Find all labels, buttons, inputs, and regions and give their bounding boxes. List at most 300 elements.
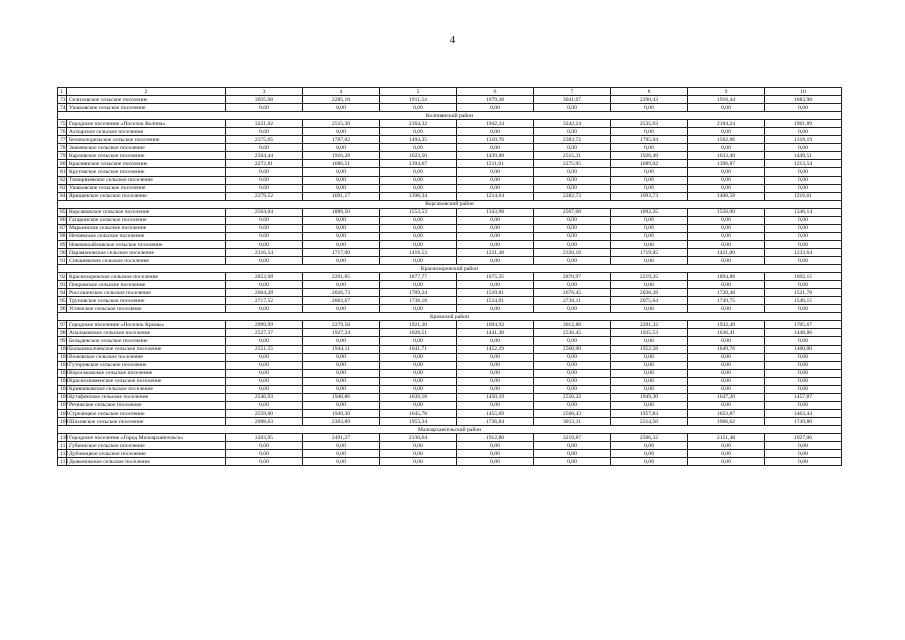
- value-cell: 0,00: [765, 305, 842, 313]
- value-cell: 1450,19: [457, 393, 534, 401]
- value-cell: 2075,64: [611, 297, 688, 305]
- value-cell: 0,00: [765, 281, 842, 289]
- table-row: [58, 305, 842, 313]
- value-cell: 0,00: [457, 224, 534, 232]
- value-cell: 2717,52: [226, 297, 303, 305]
- value-cell: 1213,54: [765, 160, 842, 168]
- value-cell: 0,00: [457, 216, 534, 224]
- value-cell: 0,00: [303, 240, 380, 248]
- settlement-name: Новомихайловское сельское поселение: [67, 240, 226, 248]
- value-cell: 1216,61: [765, 192, 842, 200]
- value-cell: 0,00: [688, 256, 765, 264]
- value-cell: 1318,19: [765, 136, 842, 144]
- value-cell: 0,00: [534, 240, 611, 248]
- district-row: [58, 425, 842, 433]
- value-cell: 0,00: [611, 337, 688, 345]
- settlement-name: Шаховское сельское поселение: [67, 417, 226, 425]
- value-cell: 1675,35: [457, 273, 534, 281]
- value-cell: 1448,86: [765, 329, 842, 337]
- value-cell: 0,00: [303, 458, 380, 466]
- settlement-name: Стрелецкое сельское поселение: [67, 409, 226, 417]
- header-cell: 7: [534, 88, 611, 96]
- settlement-name: Краснозоренское сельское поселение: [67, 273, 226, 281]
- value-cell: 2026,73: [303, 289, 380, 297]
- value-cell: 0,00: [534, 128, 611, 136]
- row-number: 104: [58, 377, 67, 385]
- value-cell: 0,00: [303, 369, 380, 377]
- value-cell: 0,00: [380, 458, 457, 466]
- settlement-name: Спешневское сельское поселение: [67, 256, 226, 264]
- value-cell: 0,00: [457, 377, 534, 385]
- value-cell: 1720,48: [688, 289, 765, 297]
- value-cell: 0,00: [380, 369, 457, 377]
- row-number: 105: [58, 385, 67, 393]
- table-row: [58, 434, 842, 442]
- value-cell: 2560,90: [534, 345, 611, 353]
- district-row: [58, 265, 842, 273]
- value-cell: 1709,24: [380, 289, 457, 297]
- value-cell: 3242,24: [534, 120, 611, 128]
- value-cell: 1553,53: [380, 208, 457, 216]
- value-cell: 0,00: [380, 256, 457, 264]
- table-row: [58, 450, 842, 458]
- row-number: 91: [58, 256, 67, 264]
- value-cell: 0,00: [611, 361, 688, 369]
- value-cell: 0,00: [303, 176, 380, 184]
- district-row: [58, 313, 842, 321]
- row-number: 89: [58, 240, 67, 248]
- value-cell: 0,00: [688, 232, 765, 240]
- row-number: 112: [58, 450, 67, 458]
- header-row: [58, 88, 842, 96]
- value-cell: 0,00: [457, 184, 534, 192]
- table-row: [58, 192, 842, 200]
- district-label: Краснозоренский район: [58, 265, 842, 273]
- district-label: Колпнянский район: [58, 112, 842, 120]
- value-cell: 0,00: [303, 305, 380, 313]
- value-cell: 0,00: [303, 337, 380, 345]
- settlement-name: Бельдяжское сельское поселение: [67, 337, 226, 345]
- value-cell: 0,00: [457, 450, 534, 458]
- value-cell: 1912,80: [457, 434, 534, 442]
- settlement-name: Дубовицкое сельское поселение: [67, 450, 226, 458]
- value-cell: 0,00: [765, 176, 842, 184]
- table-row: [58, 289, 842, 297]
- value-cell: 0,00: [380, 168, 457, 176]
- value-cell: 0,00: [380, 401, 457, 409]
- value-cell: 0,00: [303, 104, 380, 112]
- value-cell: 0,00: [534, 385, 611, 393]
- value-cell: 1749,80: [765, 417, 842, 425]
- row-number: 88: [58, 232, 67, 240]
- value-cell: 0,00: [611, 216, 688, 224]
- value-cell: 0,00: [380, 361, 457, 369]
- value-cell: 0,00: [688, 377, 765, 385]
- row-number: 101: [58, 353, 67, 361]
- value-cell: 0,00: [611, 401, 688, 409]
- table-row: [58, 120, 842, 128]
- value-cell: 1494,35: [380, 136, 457, 144]
- value-cell: 1717,00: [303, 248, 380, 256]
- value-cell: 2567,68: [534, 208, 611, 216]
- settlement-name: Покровское сельское поселение: [67, 281, 226, 289]
- value-cell: 0,00: [611, 377, 688, 385]
- value-cell: 0,00: [611, 224, 688, 232]
- value-cell: 0,00: [457, 281, 534, 289]
- value-cell: 1926,49: [611, 152, 688, 160]
- value-cell: 0,00: [380, 224, 457, 232]
- value-cell: 3041,07: [534, 96, 611, 104]
- settlement-name: Гагаринское сельское поселение: [67, 216, 226, 224]
- page-number: 4: [449, 34, 456, 46]
- value-cell: 0,00: [688, 305, 765, 313]
- value-cell: 1546,15: [765, 297, 842, 305]
- row-number: 85: [58, 208, 67, 216]
- value-cell: 0,00: [303, 144, 380, 152]
- value-cell: 0,00: [765, 144, 842, 152]
- value-cell: 1795,04: [611, 136, 688, 144]
- value-cell: 0,00: [303, 442, 380, 450]
- table-row: [58, 361, 842, 369]
- value-cell: 0,00: [226, 337, 303, 345]
- value-cell: 0,00: [765, 450, 842, 458]
- row-number: 87: [58, 224, 67, 232]
- value-cell: 0,00: [534, 256, 611, 264]
- value-cell: 0,00: [765, 361, 842, 369]
- value-cell: 0,00: [765, 216, 842, 224]
- row-number: 81: [58, 168, 67, 176]
- value-cell: 1927,24: [303, 329, 380, 337]
- value-cell: 1877,77: [380, 273, 457, 281]
- value-cell: 1927,06: [765, 434, 842, 442]
- value-cell: 0,00: [534, 305, 611, 313]
- table-row: [58, 152, 842, 160]
- value-cell: 1645,78: [380, 409, 457, 417]
- value-cell: 0,00: [534, 176, 611, 184]
- value-cell: 0,00: [226, 353, 303, 361]
- value-cell: 1649,76: [688, 345, 765, 353]
- settlement-name: Городское поселение «Город Малоархангельск»: [67, 434, 226, 442]
- data-table: [57, 87, 842, 466]
- value-cell: 3221,02: [226, 120, 303, 128]
- settlement-name: Городское поселение «Поселок Колпна»: [67, 120, 226, 128]
- district-label: Малоархангельский район: [58, 425, 842, 433]
- settlement-name: Ахтырское сельское поселение: [67, 128, 226, 136]
- value-cell: 1966,62: [688, 417, 765, 425]
- settlement-name: Нечаевское сельское поселение: [67, 232, 226, 240]
- value-cell: 1916,44: [688, 96, 765, 104]
- value-cell: 1439,88: [457, 152, 534, 160]
- value-cell: 0,00: [611, 458, 688, 466]
- value-cell: 1686,51: [303, 160, 380, 168]
- value-cell: 0,00: [765, 369, 842, 377]
- row-number: 99: [58, 337, 67, 345]
- value-cell: 0,00: [765, 232, 842, 240]
- table-row: [58, 160, 842, 168]
- settlement-name: Короськовское сельское поселение: [67, 369, 226, 377]
- table-row: [58, 321, 842, 329]
- value-cell: 2383,72: [534, 136, 611, 144]
- value-cell: 2506,32: [611, 434, 688, 442]
- value-cell: 0,00: [380, 337, 457, 345]
- value-cell: 0,00: [303, 232, 380, 240]
- value-cell: 1942,34: [457, 120, 534, 128]
- value-cell: 1455,69: [457, 409, 534, 417]
- value-cell: 2219,35: [611, 273, 688, 281]
- value-cell: 0,00: [226, 224, 303, 232]
- value-cell: 2272,81: [226, 160, 303, 168]
- value-cell: 3012,88: [534, 321, 611, 329]
- row-number: 78: [58, 144, 67, 152]
- table-row: [58, 458, 842, 466]
- value-cell: 1892,35: [611, 208, 688, 216]
- row-number: 86: [58, 216, 67, 224]
- value-cell: 1628,51: [380, 329, 457, 337]
- value-cell: 0,00: [688, 168, 765, 176]
- row-number: 106: [58, 393, 67, 401]
- row-number: 107: [58, 401, 67, 409]
- table-row: [58, 208, 842, 216]
- value-cell: 2279,58: [303, 321, 380, 329]
- value-cell: 2303,89: [303, 417, 380, 425]
- value-cell: 0,00: [688, 450, 765, 458]
- table-row: [58, 168, 842, 176]
- value-cell: 1421,00: [688, 248, 765, 256]
- value-cell: 0,00: [611, 128, 688, 136]
- value-cell: 1894,88: [688, 273, 765, 281]
- value-cell: 0,00: [534, 184, 611, 192]
- settlement-name: Губкинское сельское поселение: [67, 442, 226, 450]
- value-cell: 0,00: [534, 353, 611, 361]
- header-cell: 5: [380, 88, 457, 96]
- row-number: 100: [58, 345, 67, 353]
- row-number: 84: [58, 192, 67, 200]
- value-cell: 2038,28: [611, 289, 688, 297]
- settlement-name: Труновское сельское поселение: [67, 297, 226, 305]
- value-cell: 1521,78: [765, 289, 842, 297]
- value-cell: 0,00: [457, 168, 534, 176]
- row-number: 79: [58, 152, 67, 160]
- value-cell: 1214,64: [457, 192, 534, 200]
- value-cell: 2279,52: [226, 192, 303, 200]
- value-cell: 1449,51: [765, 152, 842, 160]
- value-cell: 2291,32: [611, 321, 688, 329]
- settlement-name: Кривчиковское сельское поселение: [67, 385, 226, 393]
- row-number: 103: [58, 369, 67, 377]
- value-cell: 1691,17: [303, 192, 380, 200]
- value-cell: 1400,58: [688, 192, 765, 200]
- value-cell: 0,00: [380, 450, 457, 458]
- value-cell: 0,00: [380, 377, 457, 385]
- header-cell: 8: [611, 88, 688, 96]
- row-number: 77: [58, 136, 67, 144]
- table-row: [58, 353, 842, 361]
- value-cell: 0,00: [457, 176, 534, 184]
- value-cell: 0,00: [226, 377, 303, 385]
- header-cell: 6: [457, 88, 534, 96]
- value-cell: 0,00: [688, 240, 765, 248]
- row-number: 83: [58, 184, 67, 192]
- table-row: [58, 128, 842, 136]
- row-number: 80: [58, 160, 67, 168]
- value-cell: 0,00: [534, 104, 611, 112]
- value-cell: 0,00: [226, 401, 303, 409]
- value-cell: 1921,30: [380, 321, 457, 329]
- header-cell: 2: [67, 88, 226, 96]
- value-cell: 0,00: [457, 256, 534, 264]
- value-cell: 0,00: [226, 144, 303, 152]
- value-cell: 0,00: [611, 176, 688, 184]
- value-cell: 2515,30: [303, 120, 380, 128]
- value-cell: 0,00: [765, 256, 842, 264]
- value-cell: 0,00: [611, 281, 688, 289]
- table-row: [58, 144, 842, 152]
- value-cell: 0,00: [380, 144, 457, 152]
- value-cell: 1957,83: [611, 409, 688, 417]
- value-cell: 0,00: [765, 458, 842, 466]
- value-cell: 0,00: [611, 144, 688, 152]
- settlement-name: Краснознаменское сельское поселение: [67, 377, 226, 385]
- value-cell: 0,00: [688, 385, 765, 393]
- value-cell: 0,00: [534, 281, 611, 289]
- table-row: [58, 256, 842, 264]
- value-cell: 0,00: [226, 450, 303, 458]
- table-row: [58, 96, 842, 104]
- value-cell: 0,00: [226, 184, 303, 192]
- value-cell: 1556,00: [688, 208, 765, 216]
- table-row: [58, 409, 842, 417]
- value-cell: 0,00: [303, 401, 380, 409]
- value-cell: 0,00: [611, 168, 688, 176]
- value-cell: 0,00: [688, 361, 765, 369]
- value-cell: 0,00: [380, 240, 457, 248]
- value-cell: 0,00: [226, 385, 303, 393]
- settlement-name: Успенское сельское поселение: [67, 305, 226, 313]
- table-row: [58, 104, 842, 112]
- value-cell: 1944,11: [303, 345, 380, 353]
- value-cell: 0,00: [226, 458, 303, 466]
- table-row: [58, 297, 842, 305]
- table-body: [58, 88, 842, 466]
- value-cell: 1452,29: [457, 345, 534, 353]
- value-cell: 2285,18: [303, 96, 380, 104]
- value-cell: 0,00: [765, 224, 842, 232]
- value-cell: 2564,04: [226, 208, 303, 216]
- value-cell: 2664,28: [226, 289, 303, 297]
- value-cell: 1694,93: [457, 321, 534, 329]
- value-cell: 1641,71: [380, 345, 457, 353]
- table-row: [58, 176, 842, 184]
- value-cell: 0,00: [534, 377, 611, 385]
- value-cell: 1231,48: [457, 248, 534, 256]
- value-cell: 1705,67: [765, 321, 842, 329]
- value-cell: 0,00: [226, 128, 303, 136]
- value-cell: 1211,61: [457, 160, 534, 168]
- value-cell: 0,00: [765, 128, 842, 136]
- value-cell: 1633,40: [688, 152, 765, 160]
- settlement-name: Марьинское сельское поселение: [67, 224, 226, 232]
- table-row: [58, 385, 842, 393]
- table-row: [58, 273, 842, 281]
- value-cell: 0,00: [611, 256, 688, 264]
- value-cell: 2535,63: [611, 120, 688, 128]
- value-cell: 0,00: [688, 337, 765, 345]
- value-cell: 2551,55: [226, 345, 303, 353]
- row-number: 102: [58, 361, 67, 369]
- row-number: 95: [58, 297, 67, 305]
- value-cell: 1398,34: [380, 192, 457, 200]
- value-cell: 0,00: [765, 104, 842, 112]
- value-cell: 2316,54: [226, 248, 303, 256]
- settlement-name: Вожовское сельское поселение: [67, 353, 226, 361]
- value-cell: 1679,38: [457, 96, 534, 104]
- value-cell: 0,00: [688, 216, 765, 224]
- value-cell: 0,00: [765, 184, 842, 192]
- table-row: [58, 184, 842, 192]
- value-cell: 1460,00: [765, 345, 842, 353]
- district-label: Кромской район: [58, 313, 842, 321]
- value-cell: 2559,00: [226, 409, 303, 417]
- value-cell: 1457,87: [765, 393, 842, 401]
- table-row: [58, 329, 842, 337]
- value-cell: 1346,14: [765, 208, 842, 216]
- value-cell: 1787,02: [303, 136, 380, 144]
- row-number: 108: [58, 409, 67, 417]
- value-cell: 0,00: [611, 305, 688, 313]
- row-number: 93: [58, 281, 67, 289]
- value-cell: 0,00: [457, 361, 534, 369]
- value-cell: 0,00: [765, 385, 842, 393]
- value-cell: 2275,95: [534, 160, 611, 168]
- value-cell: 0,00: [534, 442, 611, 450]
- row-number: 92: [58, 273, 67, 281]
- value-cell: 0,00: [303, 256, 380, 264]
- row-number: 90: [58, 248, 67, 256]
- value-cell: 2546,93: [226, 393, 303, 401]
- settlement-name: Ушаковское сельское поселение: [67, 184, 226, 192]
- value-cell: 0,00: [457, 240, 534, 248]
- value-cell: 0,00: [457, 369, 534, 377]
- table-row: [58, 136, 842, 144]
- value-cell: 0,00: [765, 240, 842, 248]
- value-cell: 2870,97: [534, 273, 611, 281]
- settlement-name: Ретяжское сельское поселение: [67, 401, 226, 409]
- header-cell: 9: [688, 88, 765, 96]
- value-cell: 0,00: [611, 184, 688, 192]
- value-cell: 2290,43: [611, 96, 688, 104]
- value-cell: 3013,11: [534, 417, 611, 425]
- value-cell: 0,00: [534, 337, 611, 345]
- value-cell: 0,00: [303, 281, 380, 289]
- value-cell: 0,00: [303, 224, 380, 232]
- value-cell: 0,00: [688, 281, 765, 289]
- value-cell: 0,00: [380, 184, 457, 192]
- value-cell: 3219,87: [534, 434, 611, 442]
- value-cell: 0,00: [380, 128, 457, 136]
- value-cell: 0,00: [303, 216, 380, 224]
- value-cell: 2320,18: [534, 248, 611, 256]
- value-cell: 0,00: [380, 305, 457, 313]
- table-row: [58, 216, 842, 224]
- value-cell: 0,00: [534, 450, 611, 458]
- settlement-name: Ушаковское сельское поселение: [67, 104, 226, 112]
- table-row: [58, 401, 842, 409]
- table-row: [58, 232, 842, 240]
- row-number: 111: [58, 442, 67, 450]
- header-cell: 4: [303, 88, 380, 96]
- row-number: 76: [58, 128, 67, 136]
- header-cell: 10: [765, 88, 842, 96]
